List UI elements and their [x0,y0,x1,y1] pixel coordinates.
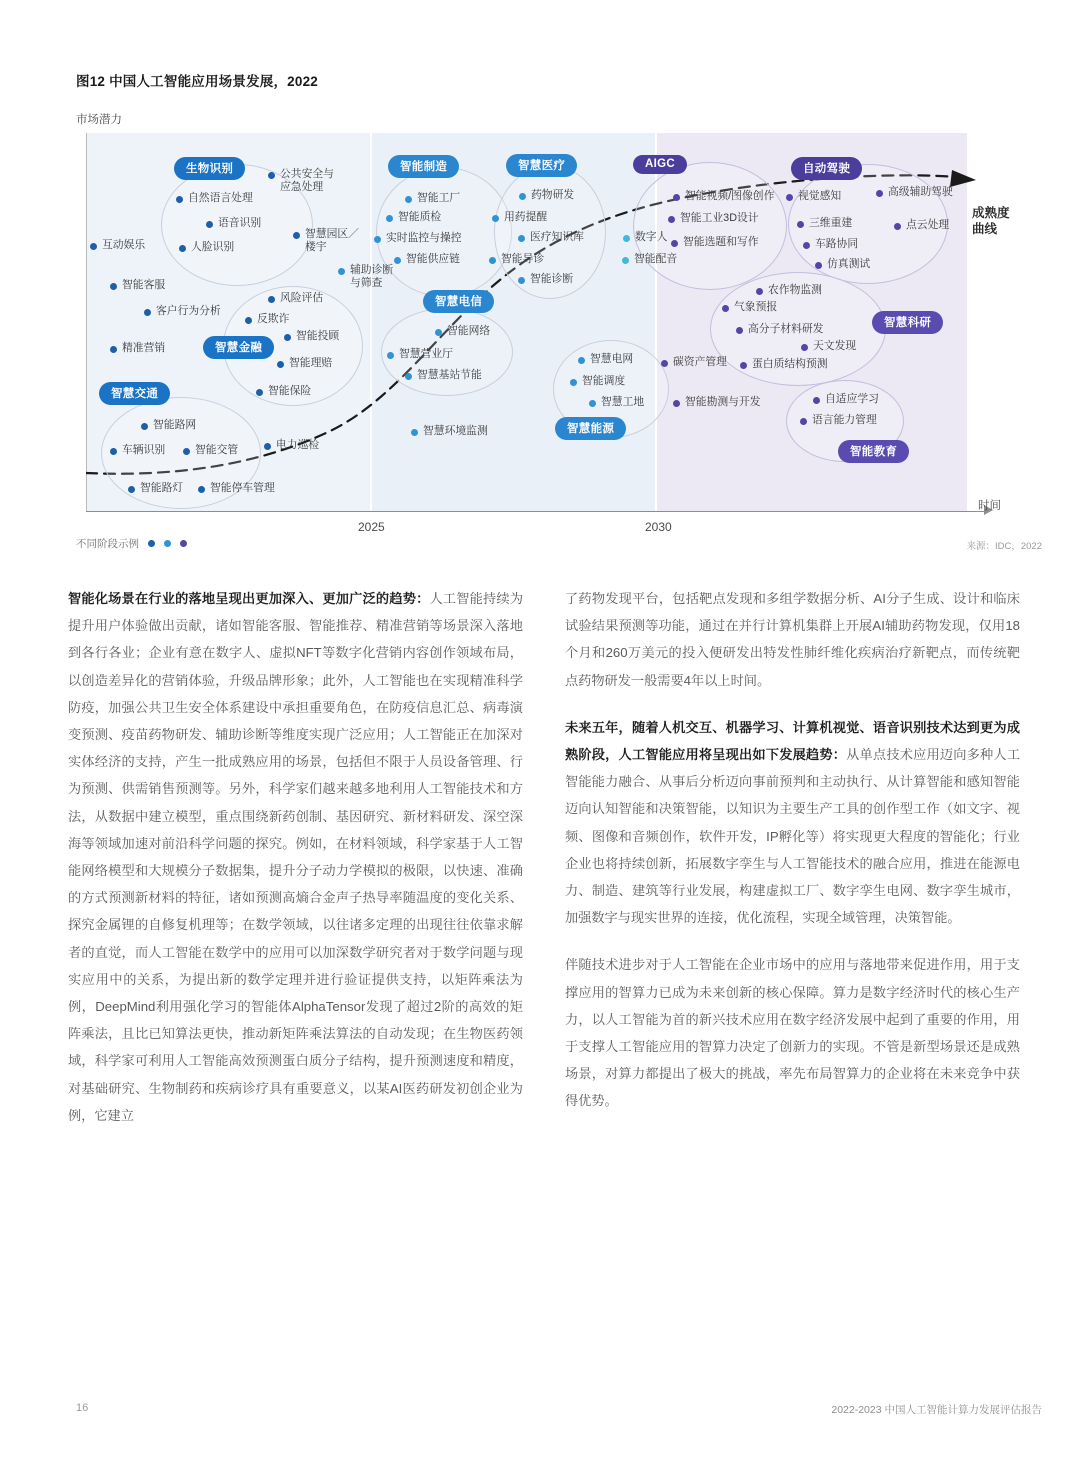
item-label: 智慧电网 [590,353,634,365]
bullet-icon [801,344,808,351]
item-label: 智能诊断 [530,273,574,285]
item-visual-perception [786,190,841,203]
item-label: 智能勘测与开发 [685,396,761,408]
item-smart-diagnosis [518,273,573,286]
group-label-education: 智能教育 [838,440,909,463]
item-asr [206,217,261,230]
item-label: 反欺诈 [257,313,290,325]
item-label: 人脸识别 [191,241,235,253]
bullet-icon [405,196,412,203]
item-smart-factory [405,192,460,205]
item-smart-triage [489,253,544,266]
item-label: 智能路网 [153,419,197,431]
x-tick-2025: 2025 [358,520,385,534]
curve-label-line2: 曲线 [972,222,998,236]
item-smart-parking [198,482,275,495]
curve-label-line1: 成熟度 [972,206,1010,220]
item-adas [876,186,953,199]
item-3d-reconstruction [797,217,852,230]
item-label: 自适应学习 [825,393,879,405]
item-quality-inspection [386,211,441,224]
bullet-icon [815,262,822,269]
item-label-line2: 与筛查 [350,277,383,289]
item-label: 智慧工地 [601,396,645,408]
item-label: 智慧营业厅 [399,348,453,360]
item-drug-rd [519,189,574,202]
bullet-icon [736,327,743,334]
item-label: 高级辅助驾驶 [888,186,953,198]
item-realtime-monitoring [374,232,462,245]
group-label-biometrics: 生物识别 [174,157,245,180]
item-label: 蛋白质结构预测 [752,358,828,370]
item-label: 农作物监测 [768,284,822,296]
x-axis-line [86,511,986,512]
item-industrial-3d-design [668,212,759,225]
bullet-icon [578,357,585,364]
item-smart-insurance [256,385,311,398]
item-label-line1: 辅助诊断 [350,264,394,276]
bullet-icon [673,194,680,201]
paragraph-left-1-body: 人工智能持续为提升用户体验做出贡献，诸如智能客服、智能推荐、精准营销等场景深入落地到各行各业；企业有意在数字人、虚拟NFT等数字化营销内容创作领域布局，以创造差异化的营销体验，升级品牌形象；此外，人工智能也在实现精准科学防疫，加强公共卫生安全体系建设中承担重要角色，在防疫信息汇总、病毒演变预测、疫苗药物研发、辅助诊断等维度实现广泛应用；人工智能正在加深对实体经济的支持，产生一批成熟应用的场景，包括但不限于人员设备管理、行为预测、供需销售预测等。另外，科学家们越来越多地利用人工智能技术和方法，从数据中建立模型，重点围绕新药创制、基因研究、新材料研发、深空深海等领域加速对前沿科学问题的探究。例如，在材料领域，科学家基于人工智能网络模型和大规模分子数据集，提升分子动力学模拟的极限，以快速、准确的方式预测新材料的特征，诸如预测高熵合金声子热导率随温度的变化关系、探究金属锂的自修复机理等；在数学领域，以往诸多定理的出现往往依靠求解者的直觉，而人工智能在数学中的应用可以加深数学研究者对于数学问题与现实应用中的关系，为提出新的数学定理并进行验证提供支持，以矩阵乘法为例，DeepMind利用强化学习的智能体AlphaTensor发现了超过2阶的高效的矩阵乘法，且比已知算法更快，推动新矩阵乘法算法的自动发现；在生物医药领域，科学家可利用人工智能高效预测蛋白质分子结构，提升预测速度和精度，对基础研究、生物制药和疾病诊疗具有重要意义，以某AI医药研发初创企业为例，它建立 [68,591,524,1123]
y-axis-label: 市场潜力 [76,114,122,126]
bullet-icon [338,268,345,275]
bullet-icon [661,360,668,367]
bullet-icon [786,194,793,201]
bullet-icon [268,172,275,179]
bullet-icon [797,221,804,228]
item-power-patrol [264,439,319,452]
item-label: 车路协同 [815,238,859,250]
bullet-icon [293,232,300,239]
item-label: 智能配音 [634,253,678,265]
legend-dot-stage1 [148,540,155,547]
item-video-image-creation [673,190,774,203]
bullet-icon [518,277,525,284]
item-topic-writing [671,236,759,249]
item-language-ability [800,414,877,427]
bullet-icon [183,448,190,455]
bullet-icon [518,235,525,242]
footer-page-number: 16 [76,1402,89,1414]
item-vehicle-recognition [110,444,165,457]
group-label-transport: 智慧交通 [99,382,170,405]
bullet-icon [405,373,412,380]
item-label: 智能调度 [582,375,626,387]
source-note: 来源：IDC，2022 [966,541,1042,552]
bullet-icon [284,334,291,341]
item-smart-park [293,228,371,254]
item-protein-structure [740,358,828,371]
bullet-icon [570,379,577,386]
paragraph-right-2-lead: 未来五年，随着人机交互、机器学习、计算机视觉、语音识别技术达到更为成熟阶段，人工智能应用将呈现出如下发展趋势： [565,719,1020,763]
item-point-cloud [894,219,949,232]
bullet-icon [876,190,883,197]
bullet-icon [673,400,680,407]
group-label-aigc: AIGC [633,155,687,174]
bullet-icon [176,196,183,203]
item-label: 智能停车管理 [210,482,275,494]
item-label: 语音识别 [218,217,262,229]
bullet-icon [141,423,148,430]
item-smart-dispatch [570,375,625,388]
item-label: 实时监控与操控 [386,232,462,244]
item-medication-reminder [492,211,547,224]
paragraph-right-1: 了药物发现平台，包括靶点发现和多组学数据分析、AI分子生成、设计和临床试验结果预测等功能，通过在并行计算机集群上开展AI辅助药物发现，仅用18个月和260万美元的投入便研发出特发性肺纤维化疾病治疗新靶点，而传统靶点药物研发一般需要4年以上时间。 [565,591,1020,688]
bullet-icon [256,389,263,396]
item-survey-development [673,396,761,409]
legend-dot-stage2 [164,540,171,547]
item-smart-network [435,325,490,338]
bullet-icon [671,240,678,247]
item-precision-marketing [110,342,165,355]
item-label: 智能投顾 [296,330,340,342]
item-label: 气象预报 [734,301,778,313]
item-env-monitoring [411,425,488,438]
text-column-right [565,585,1020,1135]
group-ellipse-aigc [633,162,787,290]
item-label: 互动娱乐 [102,239,146,251]
item-carbon-asset-management [661,356,727,369]
item-label-line1: 公共安全与 [280,168,334,180]
legend-label: 不同阶段示例 [76,538,139,550]
item-traffic-management [183,444,238,457]
paragraph-right-2-body: 从单点技术应用迈向多种人工智能能力融合、从事后分析迈向事前预判和主动执行、从计算智能和感知智能迈向认知智能和决策智能，以知识为主要生产工具的创作型工作（如文字、视频、图像和音频创作，软件开发，IP孵化等）将实现更大程度的智能化；行业企业也将持续创新，拓展数字孪生与人工智能技术的融合应用，推进在能源电力、制造、建筑等行业发展，构建虚拟工厂、数字孪生电网、数字孪生城市，加强数字与现实世界的连接，优化流程，实现全域管理，决策智能。 [565,747,1021,926]
item-label: 碳资产管理 [673,356,727,368]
group-label-research: 智慧科研 [872,311,943,334]
item-label-line2: 应急处理 [280,181,324,193]
item-label: 用药提醒 [504,211,548,223]
x-axis-label: 时间 [978,500,1001,512]
item-public-safety [268,168,350,194]
bullet-icon [386,215,393,222]
group-label-medical: 智慧医疗 [506,154,577,177]
bullet-icon [435,329,442,336]
item-label: 智能网络 [447,325,491,337]
bullet-icon [492,215,499,222]
item-assisted-diagnosis [338,264,412,290]
item-label: 客户行为分析 [156,305,221,317]
item-label: 智能质检 [398,211,442,223]
item-label: 智慧环境监测 [423,425,488,437]
item-label: 智能理赔 [289,357,333,369]
bullet-icon [268,296,275,303]
item-label: 电力巡检 [276,439,320,451]
bullet-icon [589,400,596,407]
bullet-icon [756,288,763,295]
item-label: 车辆识别 [122,444,166,456]
bullet-icon [394,257,401,264]
item-label: 精准营销 [122,342,166,354]
item-crop-monitoring [756,284,822,297]
item-label: 仿真测试 [827,258,871,270]
item-smart-service-hall [387,348,453,361]
bullet-icon [800,418,807,425]
bullet-icon [489,257,496,264]
item-label: 视觉感知 [798,190,842,202]
paragraph-left-1-lead: 智能化场景在行业的落地呈现出更加深入、更加广泛的趋势： [68,591,430,606]
item-smart-claim [277,357,332,370]
item-medical-knowledge-base [518,231,584,244]
bullet-icon [623,235,630,242]
item-label: 智能交管 [195,444,239,456]
bullet-icon [387,352,394,359]
figure-block [0,0,1080,570]
item-label: 医疗知识库 [530,231,584,243]
bullet-icon [519,193,526,200]
item-smart-road-network [141,419,196,432]
item-smart-advisor [284,330,339,343]
legend [76,536,187,551]
x-tick-2030: 2030 [645,520,672,534]
item-smart-streetlight [128,482,183,495]
bullet-icon [128,486,135,493]
item-label: 三维重建 [809,217,853,229]
item-label: 智能客服 [122,279,166,291]
item-anti-fraud [245,313,289,326]
figure-title: 图12 中国人工智能应用场景发展，2022 [76,74,318,89]
item-label-line1: 智慧园区／ [305,228,359,240]
bullet-icon [110,283,117,290]
bullet-icon [144,309,151,316]
bullet-icon [894,223,901,230]
item-smart-dubbing [622,253,677,266]
paragraph-right-3: 伴随技术进步对于人工智能在企业市场中的应用与落地带来促进作用，用于支撑应用的智算力已成为未来创新的核心保障。算力是数字经济时代的核心生产力，以人工智能为首的新兴技术应用在数字经济发展中起到了重要的作用，用于支撑人工智能应用的智算力决定了创新力的实现。不管是新型场景还是成熟场景，对算力都提出了极大的挑战，率先布局智算力的企业将在未来竞争中获得优势。 [565,957,1020,1109]
bullet-icon [622,257,629,264]
item-v2x [803,238,858,251]
bullet-icon [277,361,284,368]
bullet-icon [722,305,729,312]
item-label: 智能工厂 [417,192,461,204]
item-label: 智能供应链 [406,253,460,265]
paragraph-left-1 [68,585,523,1129]
item-label: 智能选题和写作 [683,236,759,248]
item-label: 智能视频/图像创作 [685,190,775,202]
item-adaptive-learning [813,393,879,406]
group-label-energy: 智慧能源 [555,417,626,440]
item-face-recognition [179,241,234,254]
item-interactive-entertainment [90,239,145,252]
group-label-driving: 自动驾驶 [791,157,862,180]
item-base-station-saving [405,369,482,382]
item-smart-supply-chain [394,253,460,266]
bullet-icon [110,346,117,353]
item-simulation-test [815,258,870,271]
item-label: 智能路灯 [140,482,184,494]
item-label: 天文发现 [813,340,857,352]
legend-dot-stage3 [180,540,187,547]
item-risk-assessment [268,292,323,305]
item-label: 风险评估 [280,292,324,304]
item-smart-customer-service [110,279,165,292]
bullet-icon [90,243,97,250]
bullet-icon [411,429,418,436]
item-customer-behavior [144,305,221,318]
bullet-icon [374,236,381,243]
item-label: 智能保险 [268,385,312,397]
item-smart-grid [578,353,633,366]
bullet-icon [245,317,252,324]
item-nlp [176,192,253,205]
item-digital-human [623,231,667,244]
item-polymer-materials [736,323,824,336]
bullet-icon [813,397,820,404]
bullet-icon [206,221,213,228]
item-label: 高分子材料研发 [748,323,824,335]
item-weather-forecast [722,301,777,314]
group-label-manufacturing: 智能制造 [388,155,459,178]
item-label: 点云处理 [906,219,950,231]
item-label: 药物研发 [531,189,575,201]
bullet-icon [198,486,205,493]
bullet-icon [740,362,747,369]
group-label-finance: 智慧金融 [203,336,274,359]
item-label: 智能导诊 [501,253,545,265]
item-label: 自然语言处理 [188,192,253,204]
item-label: 数字人 [635,231,668,243]
item-label: 智慧基站节能 [417,369,482,381]
item-label: 语言能力管理 [812,414,877,426]
group-label-telecom: 智慧电信 [423,290,494,313]
bullet-icon [179,245,186,252]
text-column-left [68,585,523,1149]
bullet-icon [264,443,271,450]
item-label: 智能工业3D设计 [680,212,759,224]
item-astronomy-discovery [801,340,856,353]
item-label-line2: 楼宇 [305,241,327,253]
bullet-icon [668,216,675,223]
footer-report-title: 2022-2023 中国人工智能计算力发展评估报告 [831,1404,1042,1416]
paragraph-right-2 [565,714,1020,932]
maturity-curve-label [972,205,1010,237]
bullet-icon [110,448,117,455]
bullet-icon [803,242,810,249]
item-smart-construction-site [589,396,644,409]
